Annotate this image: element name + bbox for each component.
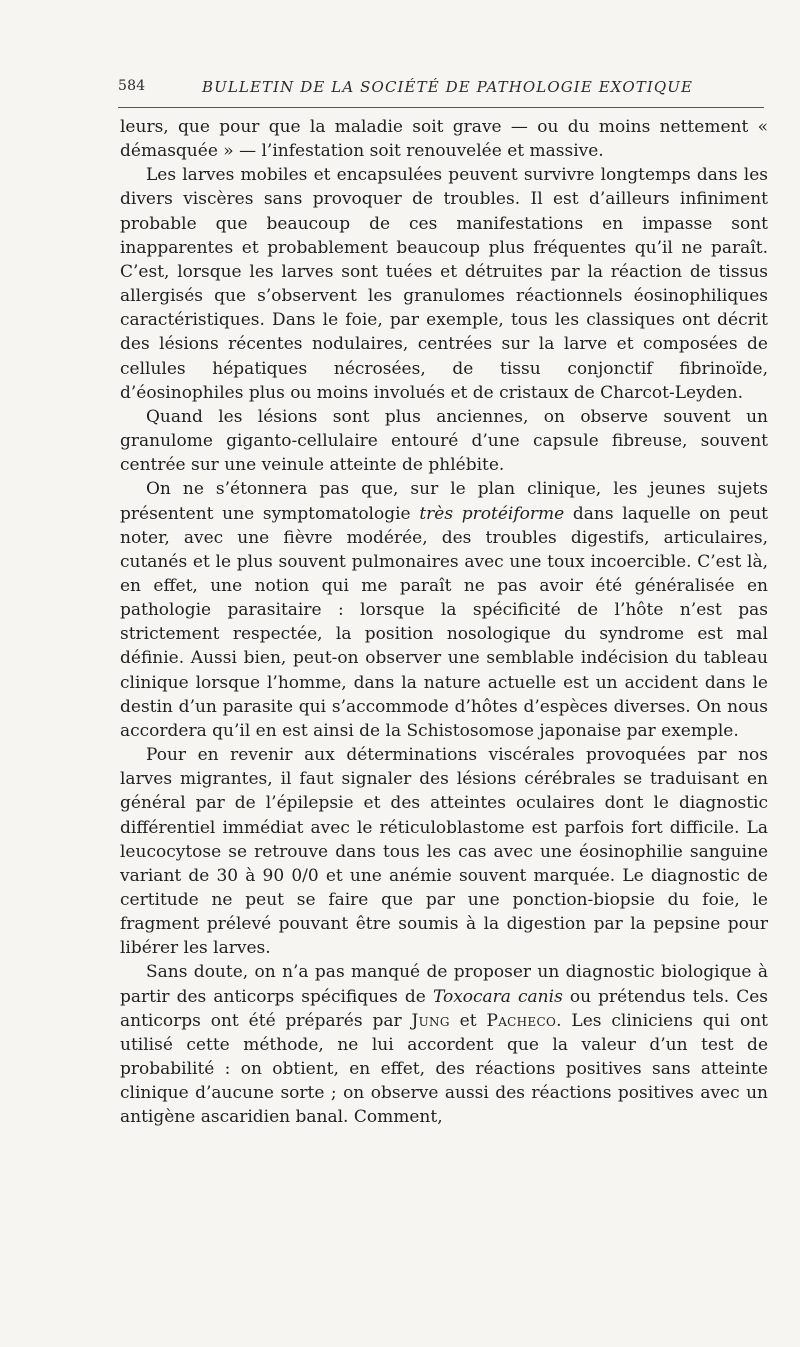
running-head: BULLETIN DE LA SOCIÉTÉ DE PATHOLOGIE EXOTIQUE xyxy=(202,78,694,96)
paragraph-5: Pour en revenir aux déterminations viscérales provoquées par nos larves migrantes, il faut signaler des lésions cérébrales se traduisant en général par de l’épilepsie et des atteintes oculaires dont le diagnostic différentiel immédiat avec le réticuloblastome est parfois fort difficile. La leucocytose se retrouve dans tous les cas avec une éosinophilie sanguine variant de 30 à 90 0/0 et une anémie souvent marquée. Le diagnostic de certitude ne peut se faire que par une ponction-biopsie du foie, le fragment prélevé pouvant être soumis à la digestion par la pepsine pour libérer les larves. xyxy=(120,745,768,959)
page-number: 584 xyxy=(118,78,146,94)
paragraph-6-text-middle: ou prétendus tels. Ces anticorps ont été préparés par xyxy=(120,986,768,1031)
paragraph-2: Les larves mobiles et encapsulées peuvent survivre longtemps dans les divers viscères sans provoquer de troubles. Il est d’ailleurs infiniment probable que beaucoup de ces manifestations en impasse sont inapparentes et probablement beaucoup plus fréquentes qu’il ne paraît. C’est, lorsque les larves sont tuées et détruites par la réaction de tissus allergisés que s’observent les granulomes réactionnels éosinophiliques caractéristiques. Dans le foie, par exemple, tous les classiques ont décrit des lésions récentes nodulaires, centrées sur la larve et composées de cellules hépatiques nécrosées, de tissu conjonctif fibrinoïde, d’éosinophiles plus ou moins involués et de cristaux de Charcot-Leyden. xyxy=(120,165,768,403)
species-name: Toxocara canis xyxy=(432,986,563,1007)
paragraph-4 xyxy=(120,477,768,743)
paragraph-6 xyxy=(120,960,768,1129)
paragraph-6-text-before: Sans doute, on n’a pas manqué de proposer un diagnostic biologique à partir des anticorps spécifiques de xyxy=(120,962,768,1007)
article-body xyxy=(120,115,768,1130)
paragraph-3: Quand les lésions sont plus anciennes, on observe souvent un granulome giganto-cellulaire entouré d’une capsule fibreuse, souvent centrée sur une veinule atteinte de phlébite. xyxy=(120,406,768,476)
page-header xyxy=(118,78,766,106)
author-jung: Jung xyxy=(411,1010,450,1031)
paragraph-1: leurs, que pour que la maladie soit grave — ou du moins nettement « démasquée » — l’infestation soit renouvelée et massive. xyxy=(120,117,768,162)
paragraph-6-and: et xyxy=(449,1010,487,1031)
header-rule xyxy=(118,107,764,108)
author-pacheco: Pacheco xyxy=(486,1010,557,1031)
paragraph-4-italic: très protéiforme xyxy=(419,503,565,524)
paragraph-4-text-before: On ne s’étonnera pas que, sur le plan clinique, les jeunes sujets présentent une symptomatologie xyxy=(120,479,768,524)
paragraph-4-text-after: dans laquelle on peut noter, avec une fièvre modérée, des troubles digestifs, articulaires, cutanés et le plus souvent pulmonaires avec une toux incoercible. C’est là, en effet, une notion qui me paraît ne pas avoir été généralisée en pathologie parasitaire : lorsque la spécificité de l’hôte n’est pas strictement respectée, la position nosologique du syndrome est mal définie. Aussi bien, peut-on observer une semblable indécision du tableau clinique lorsque l’homme, dans la nature actuelle est un accident dans le destin d’un parasite qui s’accommode d’hôtes d’espèces diverses. On nous accordera qu’il en est ainsi de la Schistosomose japonaise par exemple. xyxy=(120,503,768,741)
paragraph-6-text-after: . Les cliniciens qui ont utilisé cette méthode, ne lui accordent que la valeur d’un test de probabilité : on obtient, en effet, des réactions positives sans atteinte clinique d’aucune sorte ; on observe aussi des réactions positives avec un antigène ascaridien banal. Comment, xyxy=(120,1010,768,1128)
